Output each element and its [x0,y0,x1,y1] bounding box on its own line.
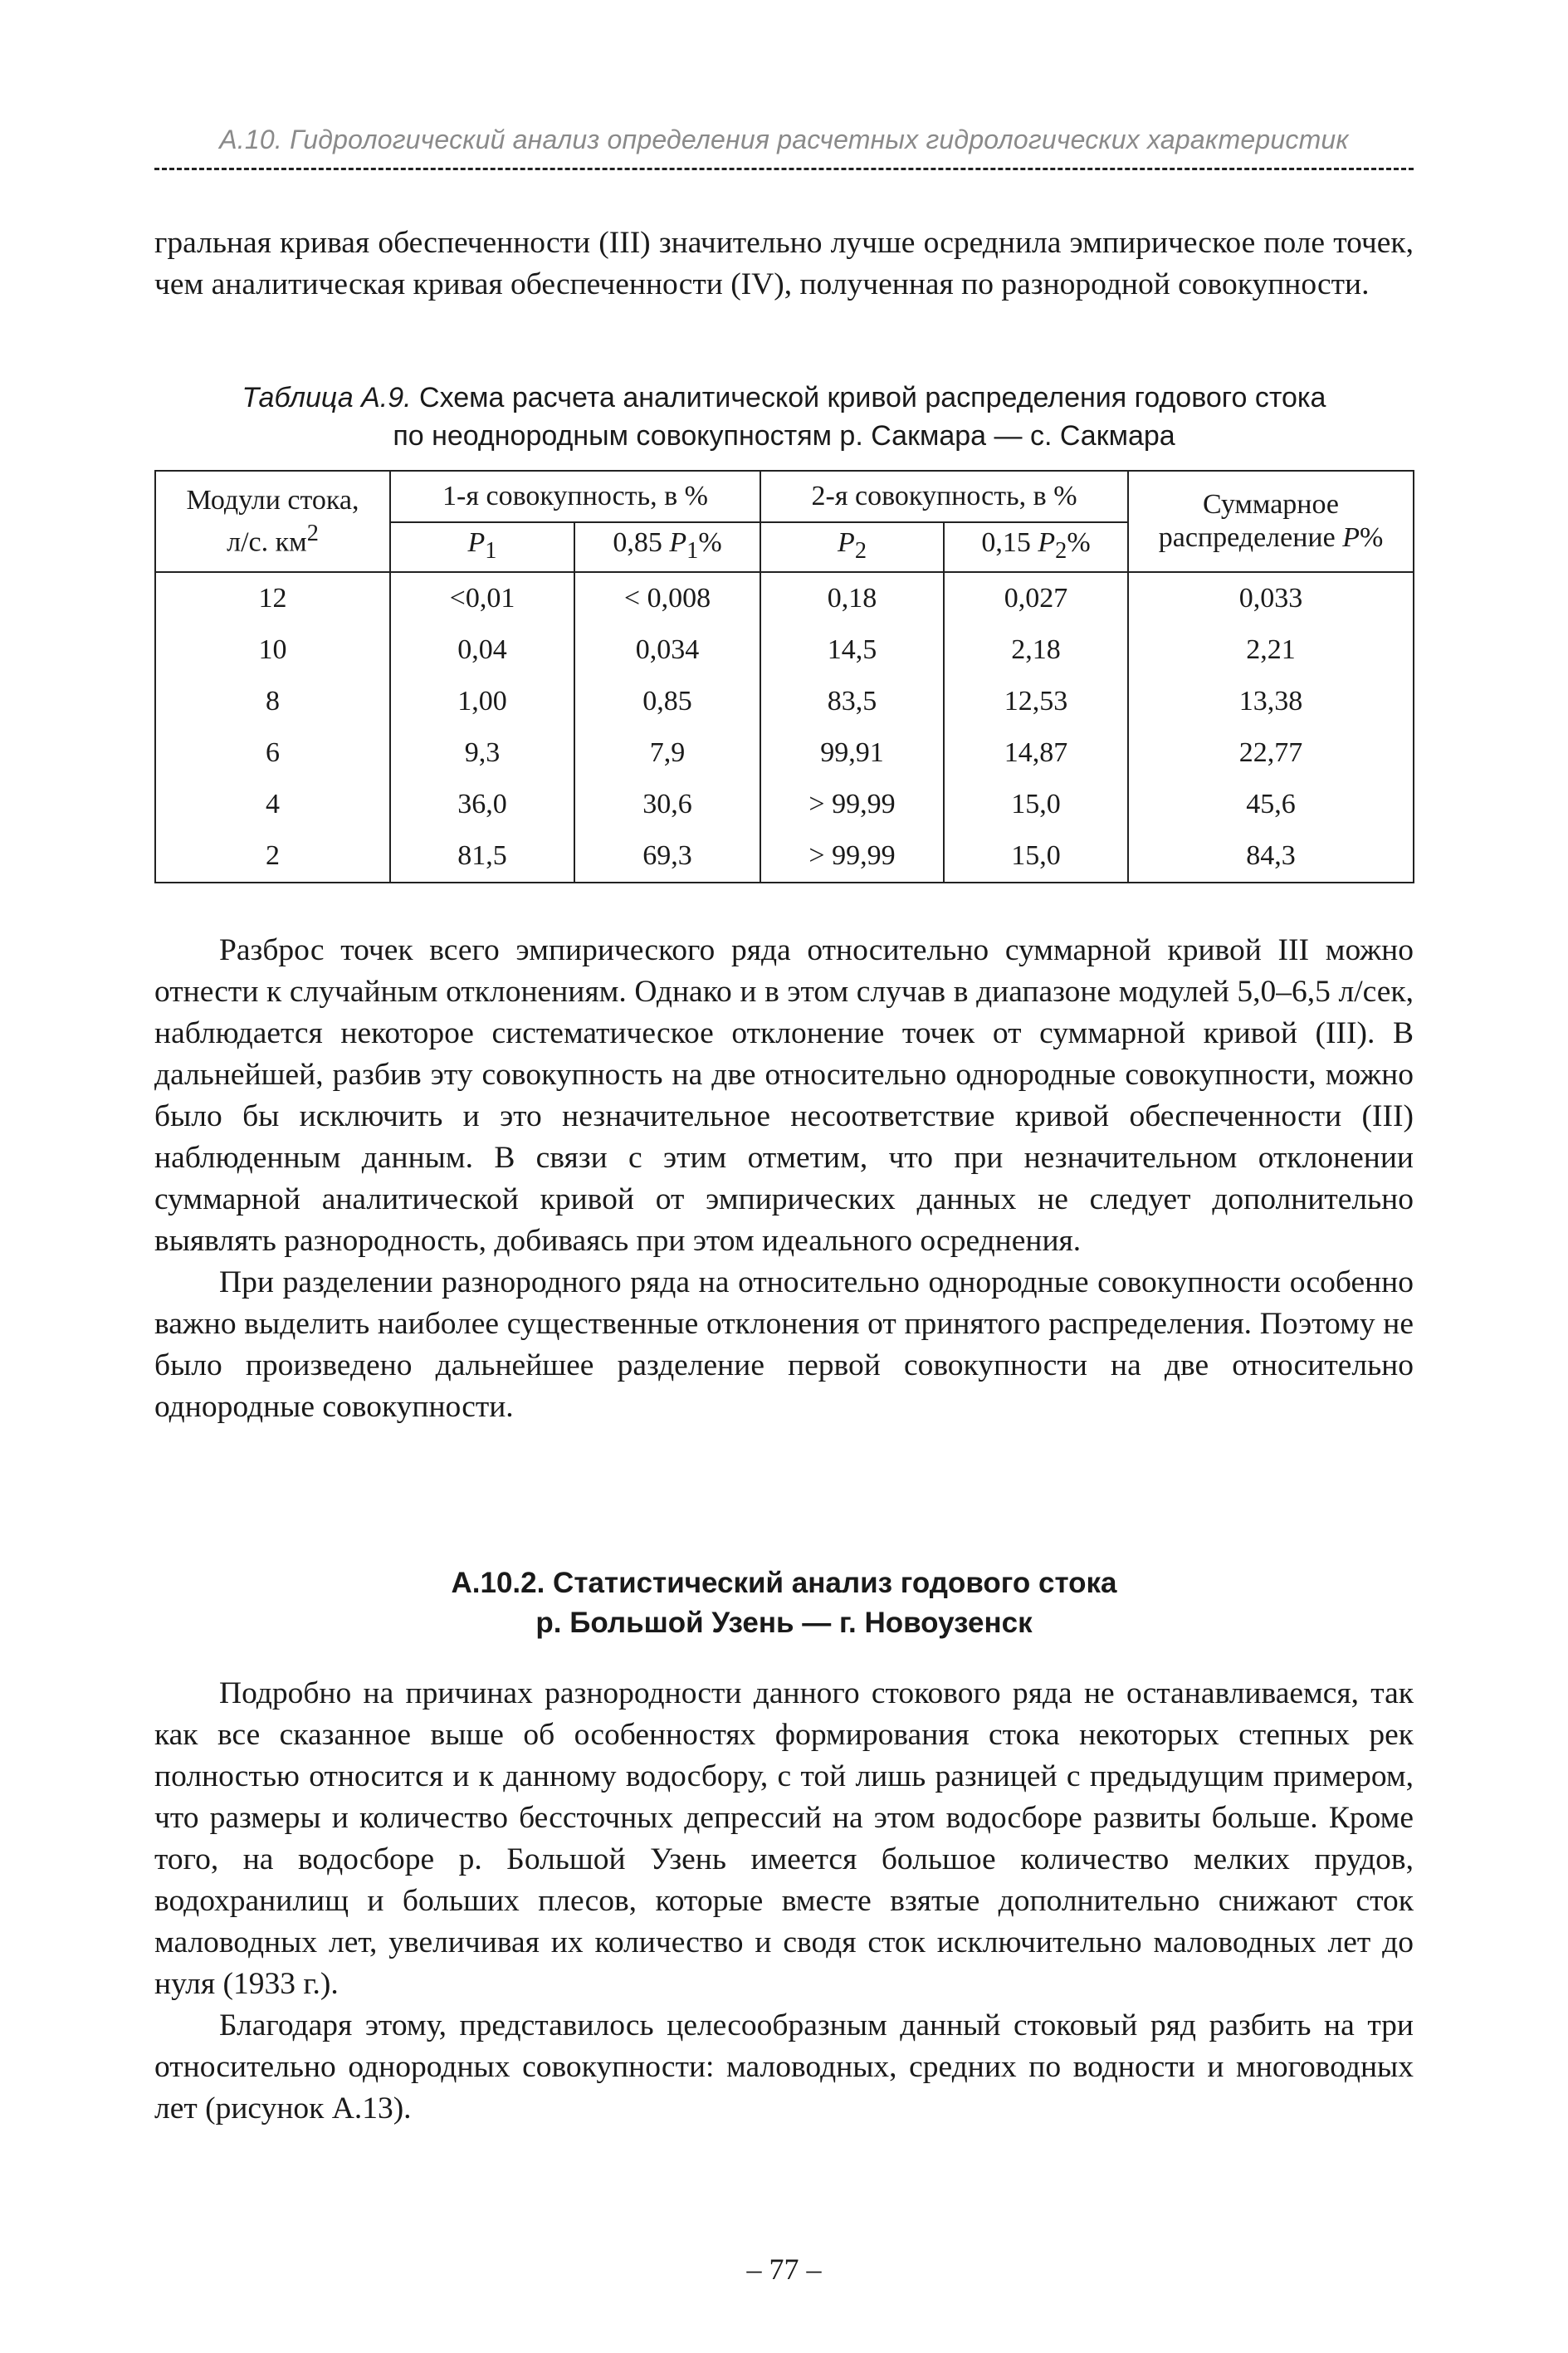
intro-text-block [154,223,1414,306]
table-cell: 13,38 [1128,676,1414,727]
section-heading-line-1: А.10.2. Статистический анализ годового стока [451,1567,1117,1599]
table-cell: 14,5 [760,624,944,676]
table-row [155,830,1414,883]
table-row [155,624,1414,676]
table-cell: 4 [155,779,390,830]
header-summary: Суммарное распределение P% [1128,471,1414,572]
table-cell: > 99,99 [760,779,944,830]
table-cell: 22,77 [1128,727,1414,779]
table-cell: 2,21 [1128,624,1414,676]
table-header-row-1 [155,471,1414,522]
table-cell: 0,18 [760,572,944,624]
table-cell: 0,034 [574,624,760,676]
header-group-1: 1-я совокупность, в % [390,471,760,522]
header-p1-weighted: 0,85 $P_1\%$ [574,522,760,572]
table-cell: < 0,008 [574,572,760,624]
table-cell: 10 [155,624,390,676]
table-cell: 83,5 [760,676,944,727]
table-row [155,572,1414,624]
table-cell: <0,01 [390,572,574,624]
header-modules: Модули стока, л/с. $км^2$ [155,471,390,572]
table-caption-text: Схема расчета аналитической кривой распределения годового стока [419,382,1326,413]
paragraph-scatter: Разброс точек всего эмпирического ряда относительно суммарной кривой III можно отнести к случайным отклонениям. Однако и в этом случав в диапазоне модулей 5,0–6,5 л/сек, наблюдается некоторое систематическое отклонение точек от суммарной кривой (III). В дальнейшей, разбив эту совокупность на две относительно однородные совокупности, можно было бы исключить и это незначительное несоответствие кривой обеспеченности (III) наблюденным данным. В связи с этим отметим, что при незначительном отклонении суммарной аналитической кривой от эмпирических данных не следует дополнительно выявлять разнородность, добиваясь при этом идеального осреднения. [154,933,1414,1258]
table-caption [154,379,1414,455]
table-cell: 9,3 [390,727,574,779]
table-cell: 15,0 [944,779,1128,830]
table-cell: 8 [155,676,390,727]
page-number: – 77 – [746,2253,822,2286]
table-cell: 12 [155,572,390,624]
table-cell: 0,04 [390,624,574,676]
header-p2: $P_2$ [760,522,944,572]
table-cell: 0,033 [1128,572,1414,624]
table-cell: 14,87 [944,727,1128,779]
discussion-text-block [154,930,1414,1428]
table-cell: 99,91 [760,727,944,779]
running-head: А.10. Гидрологический анализ определения расчетных гидрологических характеристик [219,125,1349,154]
table-cell: 1,00 [390,676,574,727]
running-head-divider [154,168,1414,170]
table-cell: 0,027 [944,572,1128,624]
section-heading-line-2: р. Большой Узень — г. Новоузенск [535,1607,1033,1639]
table-cell: 15,0 [944,830,1128,883]
table-cell: 6 [155,727,390,779]
paragraph-split: Благодаря этому, представилось целесообразным данный стоковый ряд разбить на три относительно однородных совокупности: маловодных, средних по водности и многоводных лет (рисунок А.13). [154,2008,1414,2126]
table-cell: 30,6 [574,779,760,830]
table-cell: 45,6 [1128,779,1414,830]
table-cell: 36,0 [390,779,574,830]
table-cell: 0,85 [574,676,760,727]
table-cell: 81,5 [390,830,574,883]
table-caption-line-2: по неоднородным совокупностям р. Сакмара — с. Сакмара [393,420,1175,452]
table-caption-line-1 [154,379,1414,417]
paragraph-division: При разделении разнородного ряда на относительно однородные совокупности особенно важно выделить наиболее существенные отклонения от принятого распределения. Поэтому не было произведено дальнейшее разделение первой совокупности на две относительно однородные совокупности. [154,1265,1414,1424]
header-p1: $P_1$ [390,522,574,572]
runoff-distribution-table [154,470,1414,883]
table-cell: 7,9 [574,727,760,779]
intro-paragraph: гральная кривая обеспеченности (III) значительно лучше осреднила эмпирическое поле точек, чем аналитическая кривая обеспеченности (IV), полученная по разнородной совокупности. [154,226,1414,301]
section-text-block [154,1673,1414,2130]
table-cell: 69,3 [574,830,760,883]
header-p2-weighted: 0,15 $P_2\%$ [944,522,1128,572]
section-heading [154,1563,1414,1643]
table-cell: 2,18 [944,624,1128,676]
header-group-2: 2-я совокупность, в % [760,471,1128,522]
table-cell: 84,3 [1128,830,1414,883]
table-cell: 2 [155,830,390,883]
table-caption-label: Таблица А.9. [242,382,412,413]
table-cell: > 99,99 [760,830,944,883]
table-row [155,779,1414,830]
paragraph-details: Подробно на причинах разнородности данного стокового ряда не останавливаемся, так как все сказанное выше об особенностях формирования стока некоторых степных рек полностью относится и к данному водосбору, с той лишь разницей с предыдущим примером, что размеры и количество бессточных депрессий на этом водосборе развиты больше. Кроме того, на водосборе р. Большой Узень имеется большое количество мелких прудов, водохранилищ и больших плесов, которые вместе взятые дополнительно снижают сток маловодных лет, увеличивая их количество и сводя сток исключительно маловодных лет до нуля (1933 г.). [154,1676,1414,2001]
table-row [155,676,1414,727]
table-cell: 12,53 [944,676,1128,727]
table-row [155,727,1414,779]
